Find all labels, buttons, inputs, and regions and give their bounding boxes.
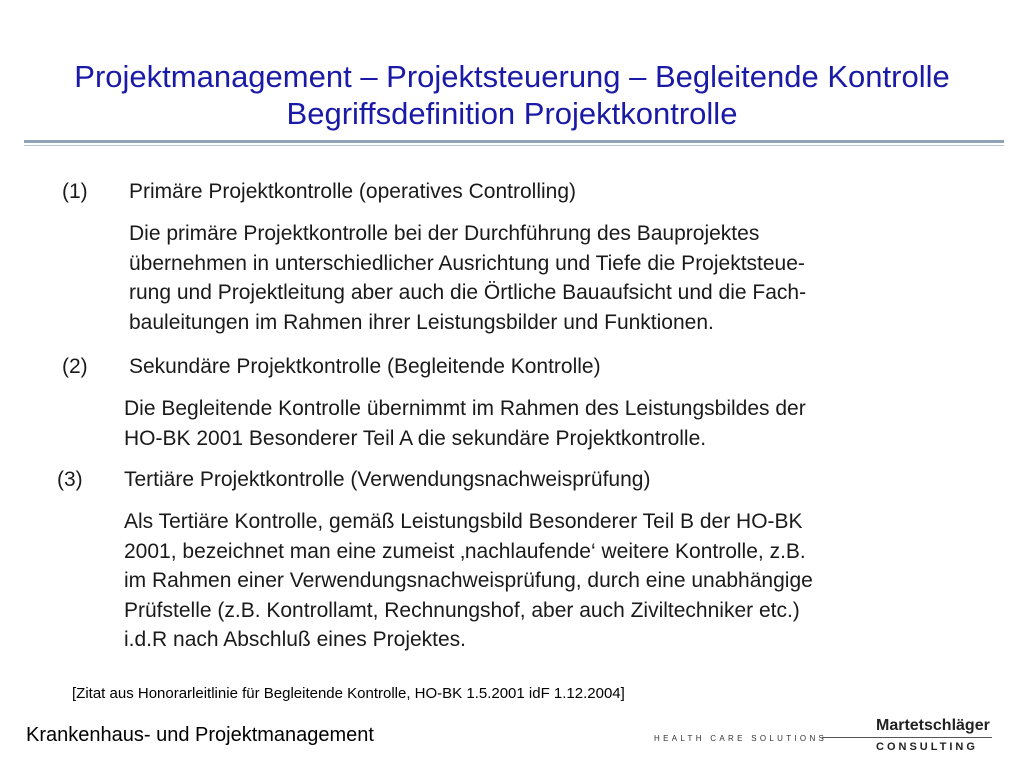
- footer-tagline: HEALTH CARE SOLUTIONS: [654, 734, 828, 743]
- section-2-line-1: Die Begleitende Kontrolle übernimmt im Rahmen des Leistungsbildes der: [124, 397, 806, 420]
- section-1-line-2: übernehmen in unterschiedlicher Ausrichtung und Tiefe die Projektsteue-: [129, 251, 805, 275]
- section-1-line-4: bauleitungen im Rahmen ihrer Leistungsbilder und Funktionen.: [129, 310, 714, 334]
- section-2-heading: Sekundäre Projektkontrolle (Begleitende Kontrolle): [129, 355, 601, 378]
- title-divider-thin: [24, 145, 1004, 146]
- section-2-number: (2): [62, 355, 88, 378]
- company-logo-name: Martetschläger: [876, 717, 990, 734]
- section-1-heading: Primäre Projektkontrolle (operatives Controlling): [129, 180, 577, 203]
- title-line-1: Projektmanagement – Projektsteuerung – Begleitende Kontrolle: [74, 59, 950, 94]
- title-divider: [24, 140, 1004, 143]
- section-3-heading: Tertiäre Projektkontrolle (Verwendungsnachweisprüfung): [124, 468, 651, 491]
- section-3-paragraph: [124, 507, 924, 655]
- section-3-line-2: 2001, bezeichnet man eine zumeist ‚nachlaufende‘ weitere Kontrolle, z.B.: [124, 539, 806, 563]
- section-3-line-1: Als Tertiäre Kontrolle, gemäß Leistungsbild Besonderer Teil B der HO-BK: [124, 510, 803, 533]
- citation: [Zitat aus Honorarleitlinie für Begleitende Kontrolle, HO-BK 1.5.2001 idF 1.12.2004]: [72, 685, 625, 702]
- section-1-number: (1): [62, 180, 88, 203]
- section-1-line-1: Die primäre Projektkontrolle bei der Durchführung des Bauprojektes: [129, 222, 760, 245]
- section-2-paragraph: [124, 394, 914, 453]
- footer-title: Krankenhaus- und Projektmanagement: [26, 724, 374, 746]
- section-1-line-3: rung und Projektleitung aber auch die Örtliche Bauaufsicht und die Fach-: [129, 281, 807, 304]
- slide-title: [0, 58, 1024, 132]
- section-2-line-2: HO-BK 2001 Besonderer Teil A die sekundäre Projektkontrolle.: [124, 426, 707, 450]
- logo-divider: [822, 737, 992, 738]
- title-line-2: Begriffsdefinition Projektkontrolle: [286, 96, 738, 131]
- section-3-number: (3): [57, 468, 83, 491]
- company-logo-sub: CONSULTING: [876, 741, 978, 753]
- section-3-line-3: im Rahmen einer Verwendungsnachweisprüfung, durch eine unabhängige: [124, 569, 813, 592]
- section-3-line-5: i.d.R nach Abschluß eines Projektes.: [124, 628, 467, 651]
- section-3-line-4: Prüfstelle (z.B. Kontrollamt, Rechnungshof, aber auch Ziviltechniker etc.): [124, 598, 800, 622]
- section-1-paragraph: [129, 219, 909, 337]
